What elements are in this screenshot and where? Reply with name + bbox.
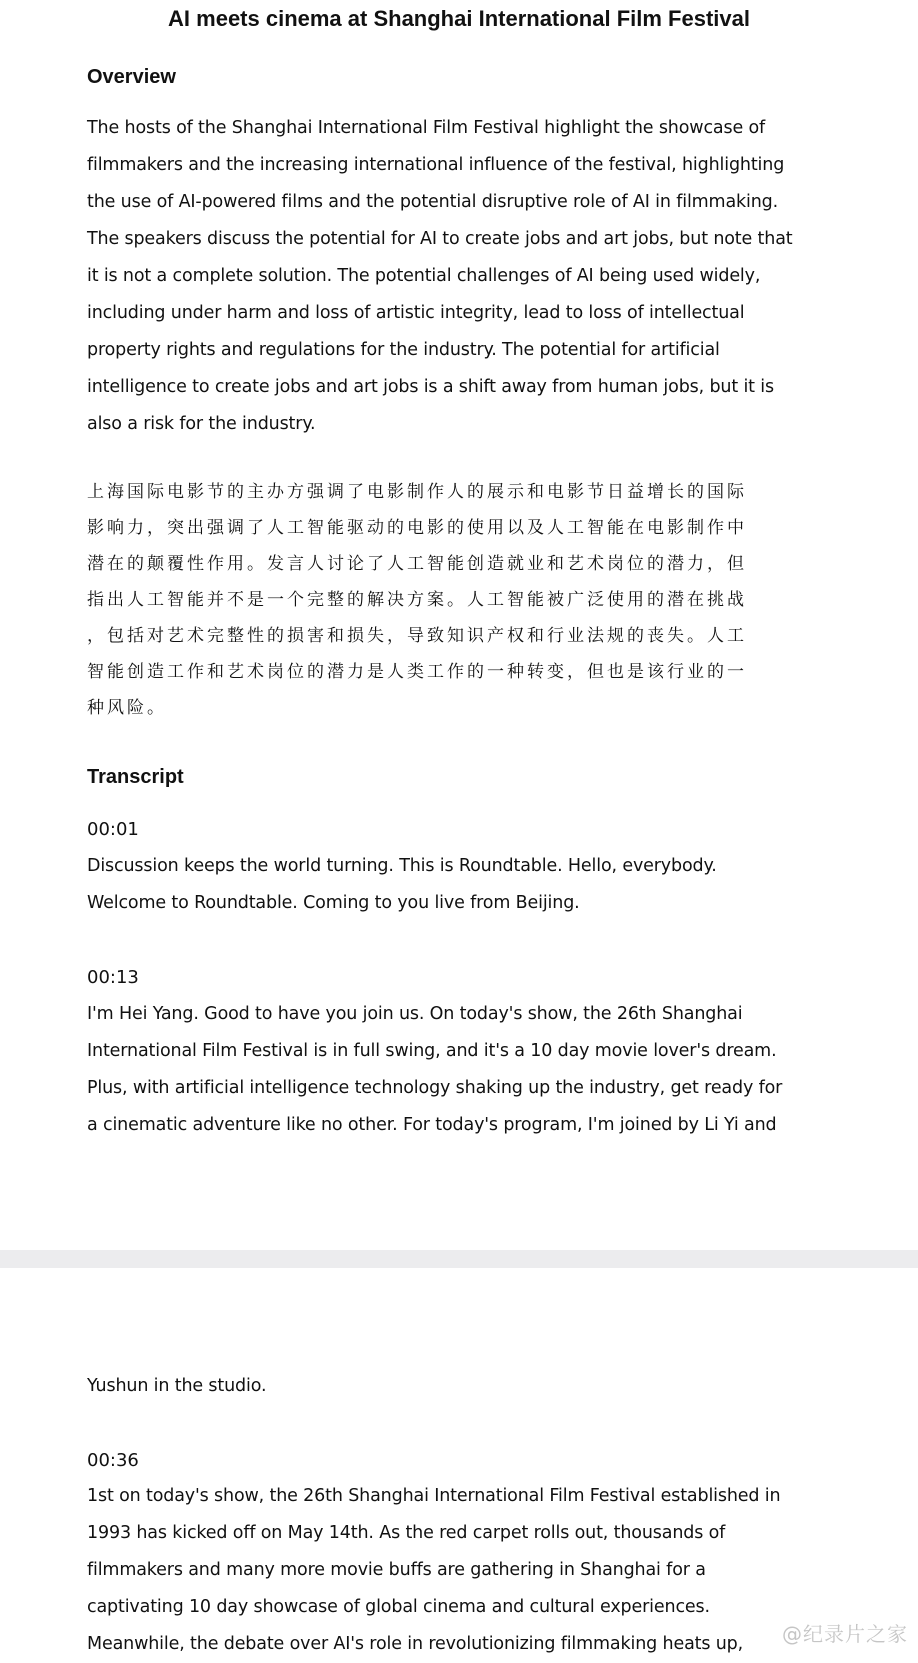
overview-english-paragraph: The hosts of the Shanghai International Film Festival highlight the showcase of filmmakers and the increasing international influence of the festival, highlighting the use of AI-powered films and the potential disruptive role of AI in filmmaking. The speakers discuss the potential for AI to create jobs and art jobs, but note that it is not a complete solution. The potential challenges of AI being used widely, including under harm and loss of artistic integrity, lead to loss of intellectual property rights and regulations for the industry. The potential for artificial intelligence to create jobs and art jobs is a shift away from human jobs, but it is also a risk for the industry. xyxy=(87,118,793,434)
transcript-timestamp: 00:01 xyxy=(87,819,139,840)
transcript-timestamp: 00:36 xyxy=(87,1450,139,1471)
transcript-entry-text: Yushun in the studio. xyxy=(87,1376,267,1396)
transcript-timestamp: 00:13 xyxy=(87,967,139,988)
transcript-entry-text: I'm Hei Yang. Good to have you join us. On today's show, the 26th Shanghai International Film Festival is in full swing, and it's a 10 day movie lover's dream. Plus, with artificial intelligence technology shaking up the industry, get ready for a cinematic adventure like no other. For today's program, I'm joined by Li Yi and xyxy=(87,1004,783,1135)
transcript-entry-text: Discussion keeps the world turning. This is Roundtable. Hello, everybody. Welcome to Roundtable. Coming to you live from Beijing. xyxy=(87,856,717,913)
document-title: AI meets cinema at Shanghai International Film Festival xyxy=(168,6,750,31)
transcript-heading: Transcript xyxy=(87,766,184,788)
watermark: @纪录片之家 xyxy=(782,1622,908,1646)
document-page-2 xyxy=(0,1268,918,1659)
overview-chinese-paragraph: 上海国际电影节的主办方强调了电影制作人的展示和电影节日益增长的国际 影响力，突出强调了人工智能驱动的电影的使用以及人工智能在电影制作中 潜在的颠覆性作用。发言人讨论了人工智能创造就业和艺术岗位的潜力，但 指出人工智能并不是一个完整的解决方案。人工智能被广泛使用的潜在挑战 ，包括对艺术完整性的损害和损失，导致知识产权和行业法规的丧失。人工 智能创造工作和艺术岗位的潜力是人类工作的一种转变，但也是该行业的一 种风险。 xyxy=(87,482,747,718)
transcript-entry-text: 1st on today's show, the 26th Shanghai International Film Festival established in 1993 has kicked off on May 14th. As the red carpet rolls out, thousands of filmmakers and many more movie buffs are gathering in Shanghai for a captivating 10 day showcase of global cinema and cultural experiences. Meanwhile, the debate over AI's role in revolutionizing filmmaking heats up, xyxy=(87,1486,781,1654)
page-separator xyxy=(0,1250,918,1268)
overview-heading: Overview xyxy=(87,66,176,88)
